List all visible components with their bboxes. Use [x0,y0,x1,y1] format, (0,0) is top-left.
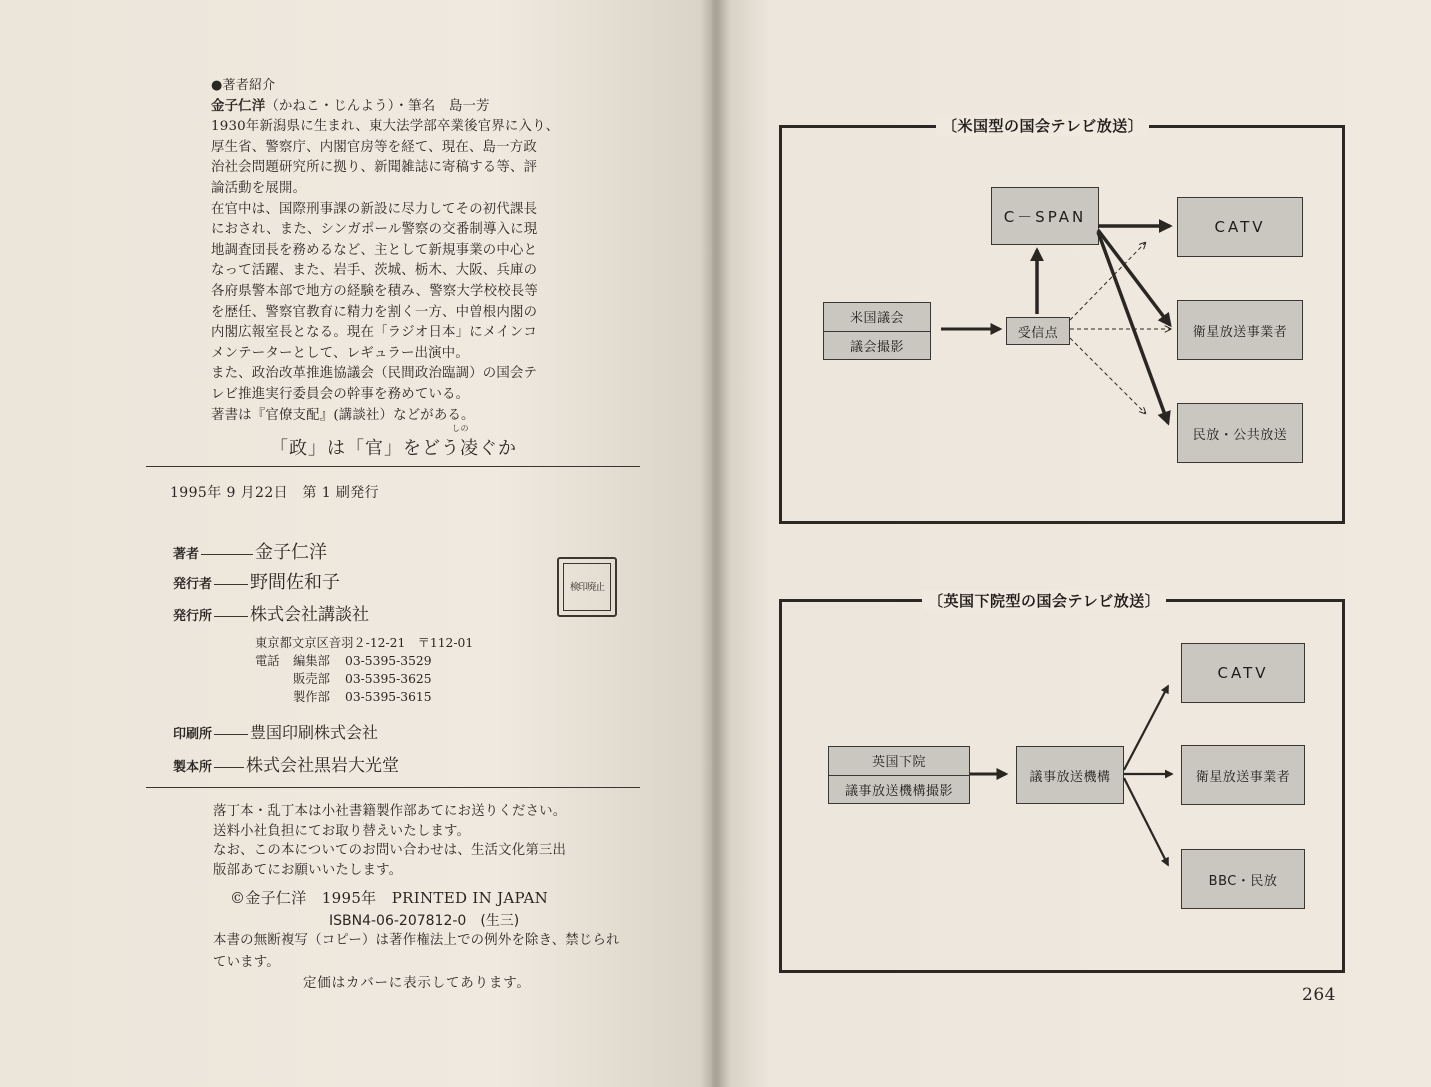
printer-value: 豊国印刷株式会社 [250,723,379,742]
bio-line: におされ、また、シンガポール警察の交番制導入に現 [211,222,538,238]
bio-line: 治社会問題研究所に拠り、新聞雑誌に寄稿する等、評 [211,160,538,176]
bio-line: レビ推進実行委員会の幹事を務めている。 [211,386,470,402]
book-title: 「政」は「官」をどう凌ぐか [270,438,517,459]
us-output-satellite: 衛星放送事業者 [1177,300,1303,360]
bio-line: なって活躍、また、岩手、茨城、栃木、大阪、兵庫の [211,263,538,279]
bio-line: また、政治改革推進協議会（民間政治臨調）の国会テ [211,366,538,382]
address: 東京都文京区音羽２-12-21 〒112-01 [255,636,474,650]
rights-line: 本書の無断複写（コピー）は著作権法上での例外を除き、禁じられ [213,933,620,948]
staff-label: 発行者 [173,577,213,592]
us-source-top: 米国議会 [849,311,904,327]
publication-date: 1995年 9 月22日 第 1 刷発行 [170,485,380,501]
phone-number: 03-5395-3625 [345,672,432,686]
arrow-hub-to-broadcast [1098,232,1168,423]
us-output-catv: CATV [1177,197,1303,257]
staff-label: 発行所 [173,609,213,624]
us-diagram-title: 〔米国型の国会テレビ放送〕 [936,115,1149,136]
staff-value: 株式会社講談社 [250,605,370,625]
bio-line: 地調査団長を務めるなど、主として新規事業の中心と [211,242,538,258]
bio-line: 各府県警本部で地方の経験を積み、警察大学校校長等 [211,283,538,299]
dashed-receiver-to-broadcast [1070,338,1145,413]
bio-line: 著書は『官僚支配』(講談社）などがある。 [211,407,475,423]
bio-line: 在官中は、国際刑事課の新設に尽力してその初代課長 [211,201,538,217]
phone-dept: 製作部 [293,690,330,704]
phone-number: 03-5395-3615 [345,690,432,704]
us-hub-box: C－SPAN [991,187,1099,245]
author-name: 金子仁洋 [211,98,266,114]
binder-value: 株式会社黒岩大光堂 [246,756,400,776]
printer-label: 印刷所 [173,727,213,742]
arrow-uk-hub-to-catv [1124,686,1168,770]
staff-value: 金子仁洋 [255,542,328,563]
rights-line: ています。 [213,955,280,970]
isbn-line: ISBN4-06-207812-0 (生三) [329,913,520,929]
uk-source-bottom: 議事放送機構撮影 [829,775,969,804]
arrow-uk-hub-to-broadcast [1124,778,1168,865]
title-ruby: しの [452,424,469,433]
phone-label: 電話 [255,654,280,668]
page-number: 264 [1302,985,1336,1005]
uk-diagram-title: 〔英国下院型の国会テレビ放送〕 [922,590,1166,611]
phone-number: 03-5395-3529 [345,654,432,668]
uk-hub-box: 議事放送機構 [1016,746,1124,804]
uk-output-satellite: 衛星放送事業者 [1181,745,1305,805]
bio-line: を歴任、警察官教育に精力を割く一方、中曽根内閣の [211,304,538,320]
notice-line: なお、この本についてのお問い合わせは、生活文化第三出 [213,843,567,858]
copyright-line: ©金子仁洋 1995年 PRINTED IN JAPAN [230,889,549,907]
phone-dept: 販売部 [293,672,330,686]
staff-label: 著者 [173,547,200,562]
us-output-broadcast: 民放・公共放送 [1177,403,1303,463]
seal-text: 検印廃止 [563,563,611,611]
binder-label: 製本所 [173,760,213,775]
bio-line: 内閣広報室長となる。現在「ラジオ日本」にメインコ [211,325,537,341]
notice-line: 落丁本・乱丁本は小社書籍製作部あてにお送りください。 [213,804,567,819]
bio-line: 1930年新潟県に生まれ、東大法学部卒業後官界に入り、 [211,119,560,135]
uk-output-broadcast: BBC・民放 [1181,849,1305,909]
uk-output-catv: CATV [1181,643,1305,703]
arrow-hub-to-satellite [1098,230,1170,325]
uk-source-top: 英国下院 [871,755,926,771]
us-receiver-box: 受信点 [1006,317,1070,345]
bio-line: 論活動を展開。 [211,180,307,196]
bio-line: メンテーターとして、レギュラー出演中。 [211,345,469,361]
bio-heading: ●著者紹介 [211,78,276,93]
price-note: 定価はカバーに表示してあります。 [303,975,531,991]
bio-line: 厚生省、警察庁、内閣官房等を経て、現在、島一方政 [211,139,537,155]
author-reading: （かねこ・じんよう）・筆名 島一芳 [265,98,490,114]
phone-dept: 編集部 [293,654,330,668]
us-source-bottom: 議会撮影 [824,331,930,360]
staff-value: 野間佐和子 [250,572,341,593]
notice-line: 版部あてにお願いいたします。 [213,862,403,878]
notice-line: 送料小社負担にてお取り替えいたします。 [213,823,471,839]
